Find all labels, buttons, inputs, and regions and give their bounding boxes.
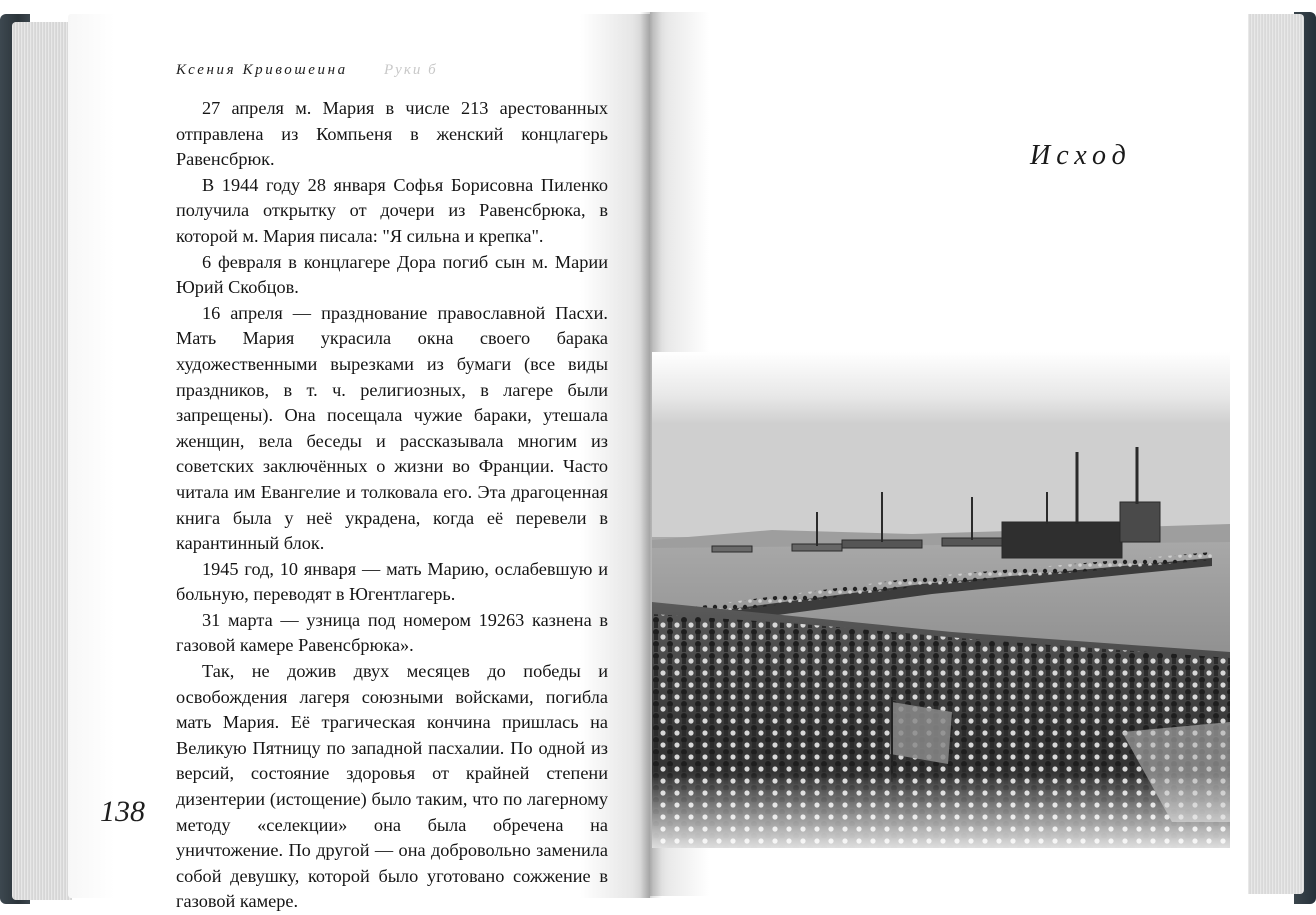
paragraph: 16 апреля — празднование православной Пасхи. Мать Мария украсила окна своего барака художественными вырезками из бумаги (все виды праздников, в т. ч. религиозных, в лагере были запрещены). Она посещала чужие бараки, утешала женщин, вела беседы и рассказывала многим из советских заключённых о жизни во Франции. Часто читала им Евангелие и толковала его. Эта драгоценная книга была у неё украдена, когда её перевели в карантинный блок.: [176, 302, 608, 554]
chapter-title: Исход: [1030, 140, 1132, 171]
page-stack-left: [12, 22, 72, 900]
paragraph: 31 марта — узница под номером 19263 казнена в газовой камере Равенсбрюка».: [176, 609, 608, 656]
page-number: 138: [100, 795, 145, 828]
body-text: [176, 96, 608, 915]
show-through-header: Руки б: [384, 62, 438, 78]
photo-illustration: [652, 352, 1230, 848]
running-header: Ксения Кривошеина: [176, 62, 348, 78]
harbor-crowd-photo: [652, 352, 1230, 848]
paragraph: Так, не дожив двух месяцев до победы и освобождения лагеря союзными войсками, погибла мать Мария. Её трагическая кончина пришлась на Великую Пятницу по западной пасхалии. По одной из версий, состояние здоровья от крайней степени дизентерии (истощение) было таким, что по лагерному методу «селекции» она была обречена на уничтожение. По другой — она добровольно заменила собой девушку, которой было уготовано сожжение в газовой камере.: [176, 661, 608, 912]
page-stack-right: [1248, 14, 1304, 894]
paragraph: 1945 год, 10 января — мать Марию, ослабевшую и больную, переводят в Югентлагерь.: [176, 558, 608, 605]
paragraph: В 1944 году 28 января Софья Борисовна Пиленко получила открытку от дочери из Равенсбрюка, в которой м. Мария писала: "Я сильна и крепка".: [176, 174, 608, 246]
paragraph: 6 февраля в концлагере Дора погиб сын м. Марии Юрий Скобцов.: [176, 251, 608, 298]
paragraph: 27 апреля м. Мария в числе 213 арестованных отправлена из Компьеня в женский концлагерь Равенсбрюк.: [176, 98, 608, 170]
